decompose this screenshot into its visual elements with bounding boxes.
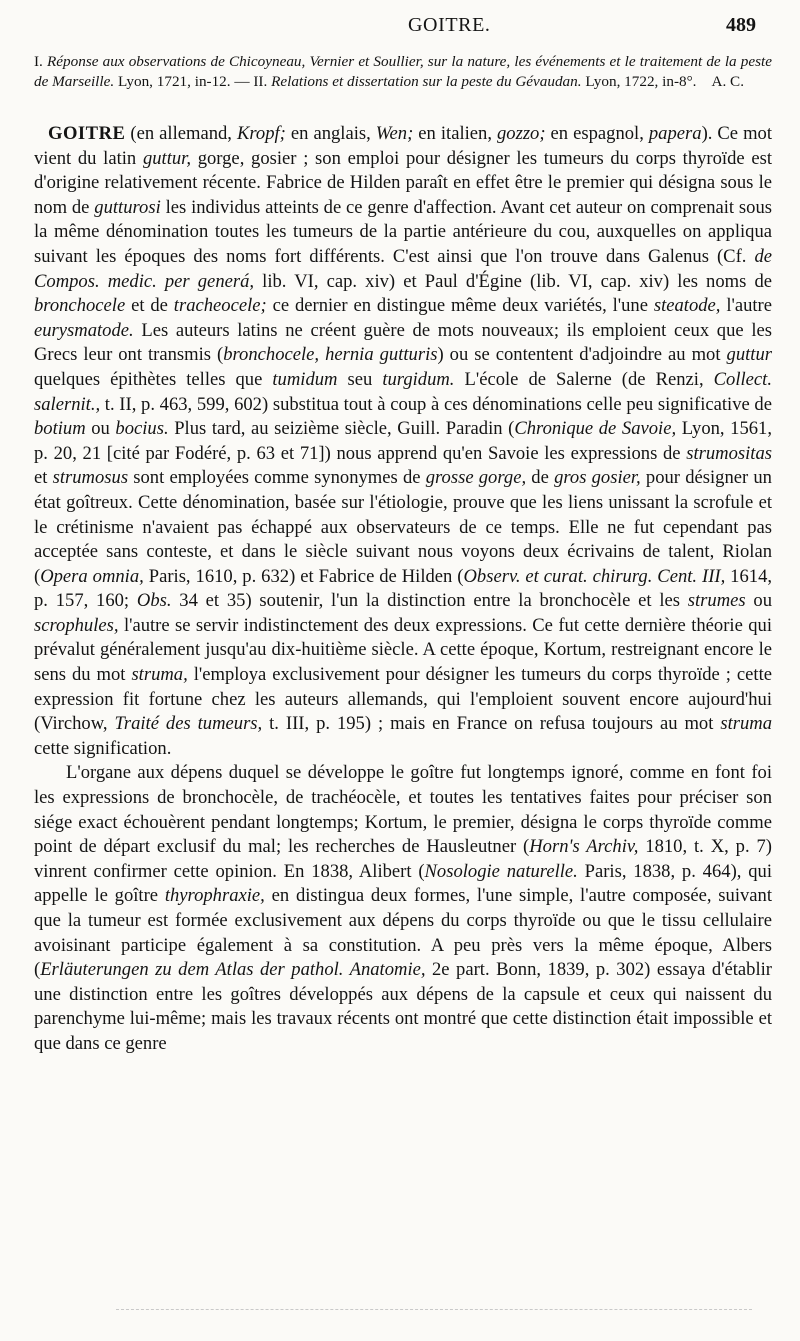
text-run: L'organe aux dépens duquel se développe le goître fut longtemps ignoré, comme en font foi les expressions de bronchocèle, de trachéocèle, et toutes les tentatives faites pour préciser son siége exact échouèrent pendant longtemps; Kortum, le premier, désigna le corps thyroïde comme point de départ exclusif du mal; les recherches de Hausleutner (: [34, 762, 772, 858]
ref-number-1: I.: [34, 53, 43, 70]
text-run: ) ou se contentent d'adjoindre au mot: [437, 344, 727, 366]
headword: GOITRE: [48, 123, 126, 144]
italic-run: gros gosier,: [554, 467, 641, 489]
text-run: gorge, gosier ; son emploi pour désigner les tumeurs du corps thyroïde est d'origine relativement récente. Fabrice de Hilden paraît en effet être le premier qui désigna sous le nom de: [34, 147, 772, 218]
italic-run: turgidum.: [382, 368, 455, 390]
author-initials: A. C.: [711, 72, 744, 90]
text-run: 1614, p. 157, 160;: [34, 565, 773, 612]
italic-run: Kropf;: [236, 123, 286, 144]
bibliography-block: [34, 52, 772, 91]
page-number: 489: [726, 14, 756, 36]
text-run: 1810, t. X, p. 7) vinrent confirmer cette opinion. En 1838, Alibert (: [34, 836, 772, 882]
italic-run: Wen;: [375, 123, 414, 144]
text-run: en espagnol,: [545, 123, 649, 144]
text-run: Paris, 1610, p. 632) et Fabrice de Hilden (: [143, 565, 464, 587]
text-run: les individus atteints de ce genre d'affection. Avant cet auteur on comprenait sous la même dénomination toutes les tumeurs de la partie antérieure du cou, auxquelles on appliqua suivant les époques des noms fort différents. C'est ainsi que l'on trouve dans Galenus (Cf.: [34, 196, 772, 267]
italic-run: gutturosi: [94, 196, 161, 218]
text-run: 2e part. Bonn, 1839, p. 302) essaya d'établir une distinction entre les goîtres développés aux dépens de la capsule et ceux qui naissent du parenchyme lui-même; mais les travaux récents ont montré que cette distinction était impossible et que dans ce genre: [34, 959, 773, 1054]
italic-run: Observ. et curat. chirurg. Cent. III,: [463, 565, 726, 587]
text-run: de: [526, 467, 555, 489]
text-run: (en allemand,: [125, 123, 237, 144]
italic-run: scrophules,: [34, 614, 119, 636]
text-run: l'employa exclusivement pour désigner les tumeurs du corps thyroïde ; cette expression fit fortune chez les auteurs allemands, qui l'emploient souvent encore aujourd'hui (Virchow,: [34, 664, 772, 735]
text-run: en anglais,: [285, 123, 376, 144]
text-run: Plus tard, au seizième siècle, Guill. Paradin (: [168, 418, 515, 440]
italic-run: Opera omnia,: [40, 565, 144, 587]
italic-run: strumosus: [52, 467, 129, 489]
ref-title-1: Réponse aux observations de Chicoyneau, Vernier et Soullier, sur la nature, les événements et le traitement de la peste de Marseille.: [34, 53, 772, 90]
italic-run: papera: [648, 123, 702, 144]
running-head: GOITRE.: [408, 14, 491, 36]
text-run: cette signification.: [34, 737, 172, 759]
italic-run: struma,: [131, 664, 188, 686]
text-run: ou: [85, 418, 116, 440]
text-run: ). Ce mot vient du latin: [34, 123, 772, 169]
text-run: L'école de Salerne (de Renzi,: [454, 368, 714, 390]
text-run: l'autre: [720, 295, 772, 317]
italic-run: Collect. salernit.,: [34, 368, 772, 415]
article-body: [34, 122, 772, 1057]
italic-run: guttur,: [142, 147, 191, 169]
italic-run: Obs.: [136, 590, 172, 612]
italic-run: Chronique de Savoie,: [514, 418, 677, 440]
italic-run: struma: [720, 713, 772, 735]
text-run: ce dernier en distingue même deux variétés, l'une: [266, 295, 654, 317]
italic-run: Horn's Archiv,: [529, 836, 639, 858]
italic-run: bocius.: [115, 418, 169, 440]
text-run: pour désigner un état goîtreux. Cette dénomination, basée sur l'étiologie, prouve que les liens unissant la scrofule et le crétinisme n'avaient pas échappé aux observateurs de ce temps. Elle ne fut cependant pas acceptée sans conteste, et dans le siècle suivant nous voyons deux écrivains de talent, Riolan (: [34, 467, 772, 587]
text-run: ou: [745, 590, 772, 612]
italic-run: Traité des tumeurs,: [114, 713, 263, 735]
margin-marks: [0, 90, 20, 410]
ref-number-2: II.: [253, 72, 268, 90]
italic-run: thyrophraxie,: [164, 885, 265, 907]
ref-pub-2: Lyon, 1722, in-8°.: [581, 72, 697, 90]
italic-run: guttur: [726, 344, 772, 366]
italic-run: strumositas: [686, 442, 772, 464]
text-run: 34 et 35) soutenir, l'un la distinction entre la bronchocèle et les: [171, 590, 688, 612]
paragraph-1: [34, 122, 772, 761]
italic-run: gozzo;: [496, 123, 546, 144]
italic-run: bronchocele, hernia gutturis: [223, 344, 438, 366]
italic-run: strumes: [687, 590, 746, 612]
text-run: t. III, p. 195) ; mais en France on refusa toujours au mot: [262, 713, 721, 735]
text-run: Les auteurs latins ne créent guère de mots nouveaux; ils emploient ceux que les Grecs leur ont transmis (: [34, 319, 772, 366]
text-run: t. II, p. 463, 599, 602) substitua tout à coup à ces dénominations celle peu significative de: [100, 393, 772, 415]
ref-pub-1: Lyon, 1721, in-12. —: [114, 72, 254, 90]
italic-run: tracheocele;: [173, 295, 267, 317]
ref-title-2: Relations et dissertation sur la peste du Gévaudan.: [271, 72, 582, 90]
italic-run: bronchocele: [34, 295, 126, 317]
text-run: Lyon, 1561, p. 20, 21 [cité par Fodéré, p. 63 et 71]) nous apprend qu'en Savoie les expressions de: [34, 418, 772, 464]
text-run: en distingua deux formes, l'une simple, l'autre composée, suivant que la tumeur est formée exclusivement aux dépens du corps thyroïde ou que le tissu cellulaire avoisinant participe également à sa constitution. A peu près vers la même époque, Albers (: [34, 885, 772, 981]
text-run: et de: [125, 295, 174, 317]
text-run: sont employées comme synonymes de: [128, 467, 426, 489]
italic-run: Erläuterungen zu dem Atlas der pathol. Anatomie,: [40, 959, 426, 981]
italic-run: Nosologie naturelle.: [424, 860, 578, 882]
italic-run: steatode,: [653, 295, 721, 317]
text-run: l'autre se servir indistinctement des deux expressions. Ce fut cette dernière théorie qui prévalut généralement jusqu'au dix-huitième siècle. A cette époque, Kortum, restreignant encore le sens du mot: [34, 614, 772, 686]
paragraph-2: [34, 761, 772, 1056]
italic-run: de Compos. medic. per generá,: [34, 245, 772, 292]
text-run: et: [34, 467, 53, 489]
footer-rule: [116, 1309, 752, 1310]
page-header: [0, 10, 800, 40]
text-run: seu: [337, 368, 383, 390]
text-run: lib. VI, cap. xiv) et Paul d'Égine (lib. VI, cap. xiv) les noms de: [254, 270, 772, 292]
text-run: Paris, 1838, p. 464), qui appelle le goître: [34, 860, 772, 907]
italic-run: tumidum: [272, 368, 338, 390]
italic-run: grosse gorge,: [425, 467, 527, 489]
text-run: quelques épithètes telles que: [34, 368, 273, 390]
text-run: en italien,: [413, 123, 497, 144]
italic-run: botium: [34, 418, 86, 440]
italic-run: eurysmatode.: [34, 319, 134, 341]
